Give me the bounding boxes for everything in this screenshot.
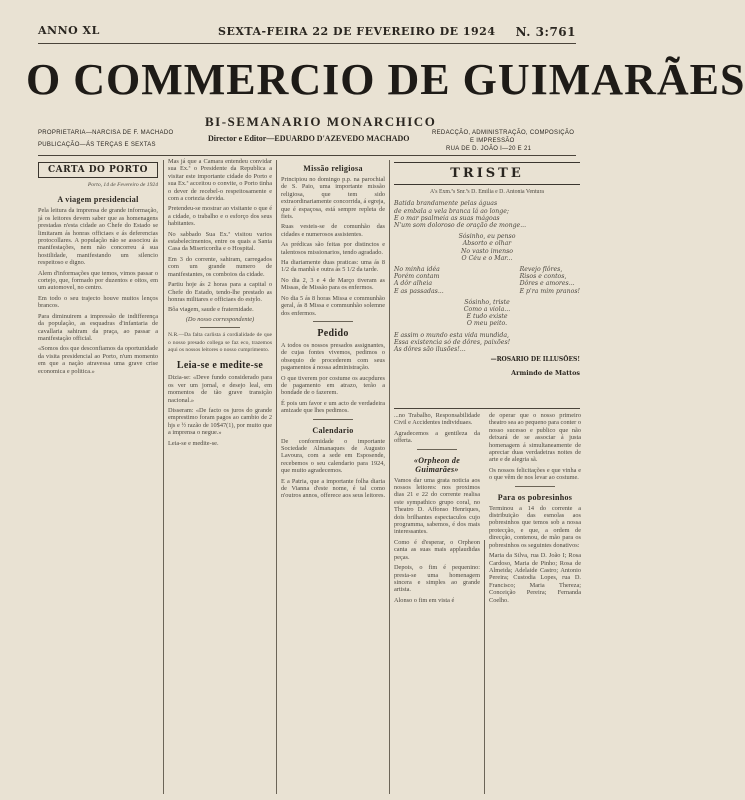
poem-author: Armindo de Mattos	[511, 369, 580, 378]
col1-paragraph-1: Pela leitura da imprensa de grande informação, já os leitores devem saber que as homenagens prestadas n'esta cidade ao Chefe do Estado se limitaram ás honras officiaes e ás deferencias protocollares. A população não se associou ás manifestações, nem não concorreu á sua hostilidade, manifestando um silencio respeitoso e digno.	[38, 207, 158, 267]
poem-stanza-3b: Revejo flôres, Risos e contos, Dôres e amores... E p'ra mim pranos!	[519, 266, 580, 295]
col3-paragraph-7: A todos os nossos presados assignantes, de cujas fontes vivemos, pedimos o obsequio de procederem com seus pagamentos á nossa administração.	[281, 341, 385, 372]
column-rule-2	[276, 160, 277, 794]
column-rule-3	[389, 160, 390, 794]
viagem-heading: A viagem presidencial	[57, 195, 139, 205]
col3-paragraph-1: Principiou no domingo p.p. na parochial de S. Paio, uma importante missão religiosa, que tem sido extraordinariamente concorrida, á egreja, que é espaçosa, está sempre repleta de fieis.	[281, 176, 385, 221]
col1-paragraph-3: Em todo o seu trajecto houve muitos lenços brancos.	[38, 294, 158, 310]
col1-paragraph-2: Alem d'informações que temos, vimos passar o cortejo, que, formado por duzentos e oitos, em um automovel, no centro.	[38, 269, 158, 292]
publication-info: PUBLICAÇÃO—ÁS TERÇAS E SEXTAS	[38, 142, 156, 148]
poem-bottom-rule	[394, 408, 580, 409]
col2-paragraph-7: Disseram: «De facto os juros do grande emprestimo foram pagos ao cambio de 2 hjs e ½ razão de 10$47(1), por muito que a imprensa o negue.»	[168, 406, 272, 437]
pobresinhos-heading: Para os pobresinhos	[497, 492, 573, 502]
poem-stanza-1: Batida brandamente pelas águas de embala a vela branca lá ao longe; E o mar psalmeia as suas mágoas N'um som doloroso de oração de monge...	[394, 200, 527, 230]
col3-paragraph-10: De conformidade o importante Sociedade Almanaques de Augusto Lavoura, com a sede em Esposende, recebemos o seu calendario para 1924, que muito agradecemos.	[281, 437, 385, 475]
poem-stanza-3	[394, 266, 580, 295]
poem-stanza-4: Sósinho, triste Como a viola... E tudo existe O meu peito.	[463, 298, 511, 328]
proprietor-info: PROPRIETARIA—NARCISA DE F. MACHADO	[38, 130, 174, 136]
col2-paragraph-4: Em 3 do corrente, sahiram, carregados com um grande numero de manifestantes, os comboios da cidade.	[168, 255, 272, 278]
carta-do-porto-box: CARTA DO PORTO	[38, 162, 158, 178]
year-label: ANNO XL	[38, 24, 100, 37]
col4-paragraph-9: Terminou a 14 do corrente a distribuição das esmolas aos pobresinhos que temos sob a nossa protecção, e que, a ordem de direcção, contenou, de mão para os pobresinhos os seguintes donativos:	[489, 504, 581, 549]
col2-paragraph-3: No sabbado Sua Ex.ª visitou varios estabelecimentos, entre os quais a Santa Casa da Misericordia e o Hospital.	[168, 230, 272, 253]
poem-signature: —ROSARIO DE ILLUSÕES!	[490, 356, 580, 364]
triste-heading: TRISTE	[394, 162, 580, 185]
short-divider	[417, 449, 457, 450]
orpheon-heading: «Orpheon de Guimarães»	[413, 455, 461, 474]
column-rule-4	[484, 540, 485, 794]
correspondent-note: (Do nosso correspondente)	[185, 315, 255, 323]
col4-paragraph-1: ...no Trabalho, Responsabilidade Civil e Accidentes individuaes.	[394, 412, 480, 427]
col1-paragraph-4: Para diminuirem a impressão de indifferença da população, as esquadras d'infantaria de cavallaria sahiram da praça, ao passar a manifestação official.	[38, 312, 158, 342]
issue-number: N. 3:761	[515, 25, 576, 39]
header-rule	[38, 43, 576, 44]
short-divider	[200, 327, 240, 328]
col2-paragraph-2: Pretendeu-se mostrar ao visitante o que é a cidade, o trabalho e o esforço dos seus habitantes.	[168, 205, 272, 228]
column-4-lower-left	[394, 412, 480, 798]
masthead-rule	[38, 155, 576, 156]
director-line: Director e Editor—EDUARDO D'AZEVEDO MACHADO	[208, 134, 410, 143]
col3-paragraph-11: E a Patria, que a importante folha diaria de Vianna d'este nome, é tal como n'outros annos, offerece aos seus leitores.	[281, 477, 386, 500]
col4-paragraph-3: Vamos dar uma grata noticia aos nossos leitores: nos proximos dias 21 e 22 do corrente realisa este sympathico grupo coral, no Theatro D. Affonso Henriques, dois brilhantes espectaculos cujo programma, sabemos, é dos mais interessantes.	[394, 476, 480, 536]
column-rule-1	[163, 160, 164, 794]
column-4-poem	[394, 158, 580, 413]
col2-paragraph-5: Partiu hoje ás 2 horas para a capital o Chefe do Estado, tendo-lhe prestado as honras militares e officiaes do estylo.	[168, 281, 272, 303]
editor-note: N.R.—Da falta carlista á cordialidade de que o nosso presado collega se faz eco, trazemos aqui os nossos leitores o nosso cumprimento.	[168, 332, 272, 353]
col3-paragraph-6: No dia 5 ás 8 horas Missa e communhão geral, ás 8 Missa e communhão solemne dos enfermos.	[281, 294, 385, 317]
col2-paragraph-8: Leia-se e medite-se.	[168, 439, 219, 447]
poem-stanza-3a: No minha idéa Porém contam A dôr alheia E as passadas...	[394, 266, 444, 295]
impressao-info: E IMPRESSÃO	[470, 138, 515, 144]
col3-paragraph-9: É pois um favor e um acto de verdadeira amizade que lhes pedimos.	[281, 399, 385, 415]
col2-paragraph-1: Mas já que a Camara entendeu convidar sua Ex.ª o Presidente da Republica a visitar este importante cidade do Porto e sua Ex.ª acceitou o convite, o Porto tinha o dever de recebel-o respeitosamente e com a cortezia devida.	[168, 158, 272, 203]
col3-paragraph-3: As prédicas são feitas por distinctos e talentosos missionarios, tendo agradado.	[281, 241, 385, 256]
col4-paragraph-5: Depois, o fim é pequenino: presta-se uma homenagem sincera e simples ao grande artista.	[394, 564, 480, 594]
redaccao-info: REDACÇÃO, ADMINISTRAÇÃO, COMPOSIÇÃO	[432, 130, 575, 136]
calendario-heading: Calendario	[312, 425, 354, 435]
short-divider	[515, 486, 555, 487]
column-3	[281, 158, 385, 798]
column-4-lower-right	[489, 412, 581, 798]
missao-heading: Missão religiosa	[303, 164, 363, 173]
col4-paragraph-2: Agradecemos a gentileza da offerta.	[394, 429, 480, 445]
col4-paragraph-8: Os nossos felicitações e que vinha e o que vêm de nos levar ao costume.	[489, 466, 581, 482]
column-1	[38, 158, 158, 798]
header-line	[38, 22, 576, 40]
masthead-title: O COMMERCIO DE GUIMARÃES	[26, 55, 745, 104]
date-line: SEXTA-FEIRA 22 DE FEVEREIRO DE 1924	[218, 25, 496, 38]
dateline: Porto, 14 de Fevereiro de 1924	[87, 182, 158, 188]
poem-stanza-2: Sósinho, eu penso Absorto e olhar No vasto imenso O Céu e o Mar...	[458, 233, 516, 262]
column-2	[168, 158, 272, 798]
poem-dedication: A's Exm.ªs Snr.ªs D. Emilia e D. Antonia Ventura	[430, 189, 544, 195]
masthead-subtitle: BI-SEMANARIO MONARCHICO	[205, 114, 437, 129]
col3-paragraph-4: Ha diariamente duas praticas: uma ás 8 1/2 da manhã e outra ás 5 1/2 da tarde.	[281, 259, 385, 274]
col4-paragraph-7: de operar que o nosso primeiro theatro sea ao pequeno para conter o nosso sucesso e publico que não deixará de se associar á justa homenagem á simultaneamente de apreciar duas verdadeiras noites de arte e de alegria sã.	[489, 412, 581, 464]
pedido-heading: Pedido	[317, 327, 349, 339]
short-divider	[313, 419, 353, 420]
col3-paragraph-8: O que tiverem por costume os aucpdures de pagamento em atrazo, terão a bondade de o fazerem.	[281, 374, 385, 397]
col3-paragraph-2: Ruas vesteis-se de comunhão das cidades e numerosos assistentes.	[281, 223, 385, 238]
address-info: RUA DE D. JOÃO I—20 E 21	[446, 146, 532, 152]
short-divider	[313, 321, 353, 322]
leia-se-heading: Leia-se e medite-se	[176, 360, 264, 372]
col2-paragraph-6: Dizia-se: «Deve fundo considerado para os ver um jornal, e desejo leal, em momentos de tão grave transição nacional.»	[168, 374, 272, 404]
col2-closing: Bôa viagem, saude e fraternidade.	[168, 306, 254, 314]
col1-paragraph-5: «Somos dos que desconfiamos da oportunidade da visita presidencial ao Porto, n'um momento em que a nação atravessa uma grave crise economica e politica.»	[38, 345, 158, 375]
col4-paragraph-10: Maria da Silva, rua D. João I; Rosa Cardoso, Maria de Pinho; Rosa de Almeida; Adelaide Castro; Antonio Pereira; Custodia Lopes, rua D. Francisco; Maria Thereza; Conceição Pereira; Fernanda Coelho.	[489, 552, 581, 604]
col4-paragraph-4: Como é d'esperar, o Orpheon canta as suas mais applaudidas peças.	[394, 538, 480, 561]
poem-stanza-5: E assim o mundo esta vida mundida, Essa existencia só de dôres, paixões! As dôres são ilusões!...	[394, 331, 511, 354]
col3-paragraph-5: No dia 2, 3 e 4 de Março tiveram as Missas, de Missão para os enfermos.	[281, 276, 385, 292]
col4-paragraph-6: Alonso o fim em vista é	[394, 596, 455, 604]
